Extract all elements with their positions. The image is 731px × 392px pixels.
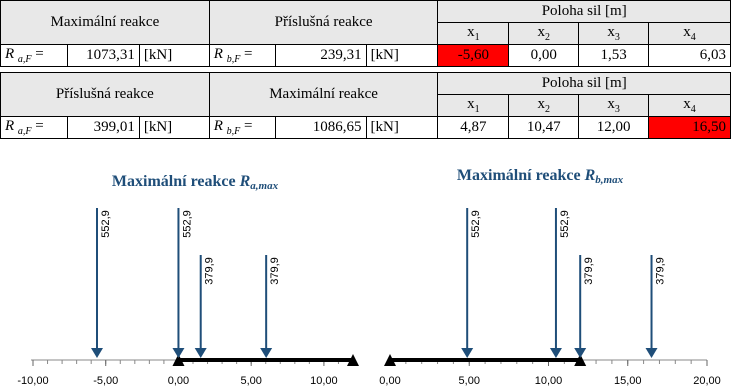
- chart-rb-max: [379, 167, 720, 387]
- x1-value[interactable]: -5,60: [438, 45, 509, 67]
- chart-ra-max: [17, 173, 359, 387]
- tick-label: 10,00: [534, 375, 563, 387]
- tick-label: -10,00: [17, 375, 49, 387]
- ra-value[interactable]: 1073,31: [67, 45, 139, 67]
- header-x2: $x_2$: [509, 95, 579, 117]
- rb-value[interactable]: 239,31: [275, 45, 366, 67]
- force-label: 379,9: [654, 257, 667, 285]
- ra-unit: [kN]: [139, 117, 209, 139]
- header-x1: $x_1$: [438, 23, 509, 45]
- header-x3: $x_3$: [579, 95, 649, 117]
- ra-symbol: R $_{a,F}$ =: [1, 45, 68, 67]
- force-label: 552,9: [558, 210, 571, 238]
- force-arrowhead-icon: [646, 348, 658, 358]
- rb-unit: [kN]: [366, 45, 438, 67]
- x4-value[interactable]: 16,50: [649, 117, 731, 139]
- x2-value[interactable]: 0,00: [509, 45, 579, 67]
- ra-value[interactable]: 399,01: [67, 117, 139, 139]
- x4-value[interactable]: 6,03: [649, 45, 731, 67]
- tick-label: 20,00: [693, 375, 721, 387]
- header-poloha-sil: Poloha sil [m]: [438, 73, 731, 95]
- header-max-reakce: Maximální reakce: [209, 73, 438, 117]
- header-prislusna-reakce: Příslušná reakce: [209, 1, 438, 45]
- tick-label: 15,00: [613, 375, 642, 387]
- header-x4: $x_4$: [649, 23, 731, 45]
- tick-label: 5,00: [240, 375, 262, 387]
- force-label: 379,9: [203, 257, 216, 285]
- chart-title: Maximální reakce Rb,max: [456, 167, 624, 186]
- tick-label: -5,00: [93, 375, 119, 387]
- rb-symbol: R $_{b,F}$ =: [209, 45, 275, 67]
- tick-label: 5,00: [458, 375, 480, 387]
- force-arrowhead-icon: [461, 348, 473, 358]
- force-arrowhead-icon: [91, 348, 103, 358]
- force-charts: [0, 150, 731, 392]
- force-label: 379,9: [269, 257, 282, 285]
- force-arrowhead-icon: [550, 348, 562, 358]
- chart-title: Maximální reakce Ra,max: [111, 173, 279, 192]
- header-prislusna-reakce: Příslušná reakce: [1, 73, 210, 117]
- force-arrowhead-icon: [260, 348, 272, 358]
- ra-unit: [kN]: [139, 45, 209, 67]
- header-poloha-sil: Poloha sil [m]: [438, 1, 731, 23]
- header-max-reakce: Maximální reakce: [1, 1, 210, 45]
- ra-symbol: R $_{a,F}$ =: [1, 117, 68, 139]
- force-label: 552,9: [100, 210, 112, 238]
- header-x1: $x_1$: [438, 95, 509, 117]
- tick-label: 0,00: [379, 375, 401, 387]
- tick-label: 0,00: [167, 375, 190, 387]
- header-x3: $x_3$: [579, 23, 649, 45]
- x3-value[interactable]: 12,00: [579, 117, 649, 139]
- max-rb-table: [0, 72, 731, 139]
- force-label: 379,9: [583, 257, 596, 285]
- x3-value[interactable]: 1,53: [579, 45, 649, 67]
- max-ra-table: [0, 0, 731, 67]
- force-arrowhead-icon: [195, 348, 207, 358]
- force-arrowhead-icon: [172, 348, 184, 358]
- x1-value[interactable]: 4,87: [438, 117, 509, 139]
- x2-value[interactable]: 10,47: [509, 117, 579, 139]
- force-label: 552,9: [470, 210, 483, 238]
- tick-label: 10,00: [310, 375, 338, 387]
- force-arrowhead-icon: [574, 348, 586, 358]
- force-label: 552,9: [181, 210, 194, 238]
- rb-unit: [kN]: [366, 117, 438, 139]
- header-x4: $x_4$: [649, 95, 731, 117]
- rb-symbol: R $_{b,F}$ =: [209, 117, 275, 139]
- rb-value[interactable]: 1086,65: [275, 117, 366, 139]
- header-x2: $x_2$: [509, 23, 579, 45]
